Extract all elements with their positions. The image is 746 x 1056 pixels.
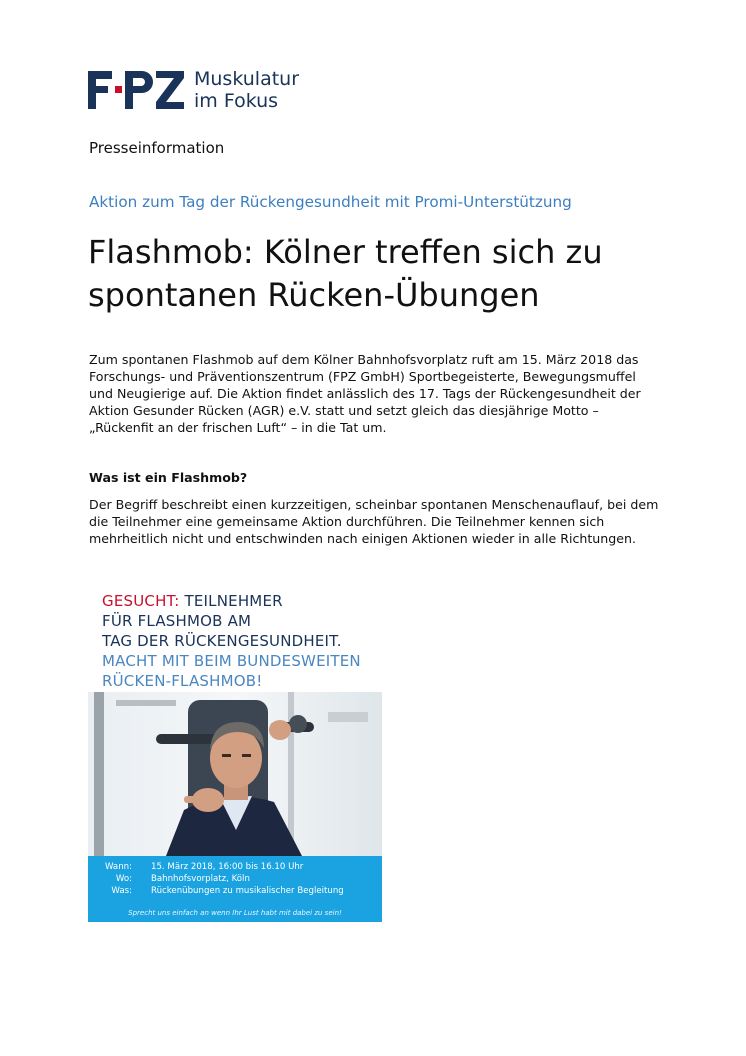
flyer-info	[88, 862, 382, 898]
flyer-info-band	[88, 856, 382, 922]
info-key: Wo:	[115, 874, 132, 884]
logo-line1: Muskulatur	[194, 68, 300, 90]
intro-paragraph: Zum spontanen Flashmob auf dem Kölner Bahnhofsvorplatz ruft am 15. März 2018 das Forschungs- und Präventionszentrum (FPZ GmbH) Sportbegeisterte, Bewegungsmuffel und Neugierige auf. Die Aktion findet anlässlich des 17. Tags der Rückengesundheit der Aktion Gesunder Rücken (AGR) e.V. statt und setzt gleich das diesjährige Motto – „Rückenfit an der frischen Luft“ – in die Tat um.	[89, 352, 641, 435]
section-paragraph: Der Begriff beschreibt einen kurzzeitigen, scheinbar spontanen Menschenauflauf, bei dem die Teilnehmer eine gemeinsame Aktion durchführen. Die Teilnehmer kennen sich mehrheitlich nicht und entschwinden nach einigen Aktionen wieder in alle Richtungen.	[89, 497, 659, 546]
flyer-headline	[102, 591, 361, 691]
flyer-line5: RÜCKEN-FLASHMOB!	[102, 672, 263, 690]
document-type: Presseinformation	[89, 139, 225, 157]
info-value: Rückenübungen zu musikalischer Begleitung	[151, 886, 344, 896]
info-key: Was:	[111, 886, 132, 896]
headline-line1: Flashmob: Kölner treffen sich zu	[88, 233, 603, 271]
headline-line2: spontanen Rücken-Übungen	[88, 276, 540, 314]
flyer-line3: TAG DER RÜCKENGESUNDHEIT.	[102, 632, 342, 650]
logo-line2: im Fokus	[194, 90, 279, 112]
info-key: Wann:	[104, 862, 132, 872]
info-value: Bahnhofsvorplatz, Köln	[151, 874, 250, 884]
flyer-gesucht: GESUCHT:	[102, 592, 180, 610]
section-heading: Was ist ein Flashmob?	[89, 470, 248, 485]
flyer-teilnehmer: TEILNEHMER	[184, 592, 283, 610]
info-row-was	[88, 886, 382, 898]
logo-tagline	[194, 68, 299, 112]
info-row-wann	[88, 862, 382, 874]
subtitle: Aktion zum Tag der Rückengesundheit mit Promi-Unterstützung	[89, 193, 572, 211]
flyer-photo	[88, 692, 382, 856]
flyer-footer: Sprecht uns einfach an wenn Ihr Lust habt mit dabei zu sein!	[128, 909, 342, 917]
fpz-logo	[88, 68, 328, 112]
info-value: 15. März 2018, 16:00 bis 16.10 Uhr	[151, 862, 304, 872]
headline	[88, 231, 688, 317]
flashmob-flyer	[88, 582, 382, 922]
fpz-logo-mark	[88, 71, 184, 109]
flyer-line4: MACHT MIT BEIM BUNDESWEITEN	[102, 652, 361, 670]
info-row-wo	[88, 874, 382, 886]
flyer-line2: FÜR FLASHMOB AM	[102, 612, 252, 630]
